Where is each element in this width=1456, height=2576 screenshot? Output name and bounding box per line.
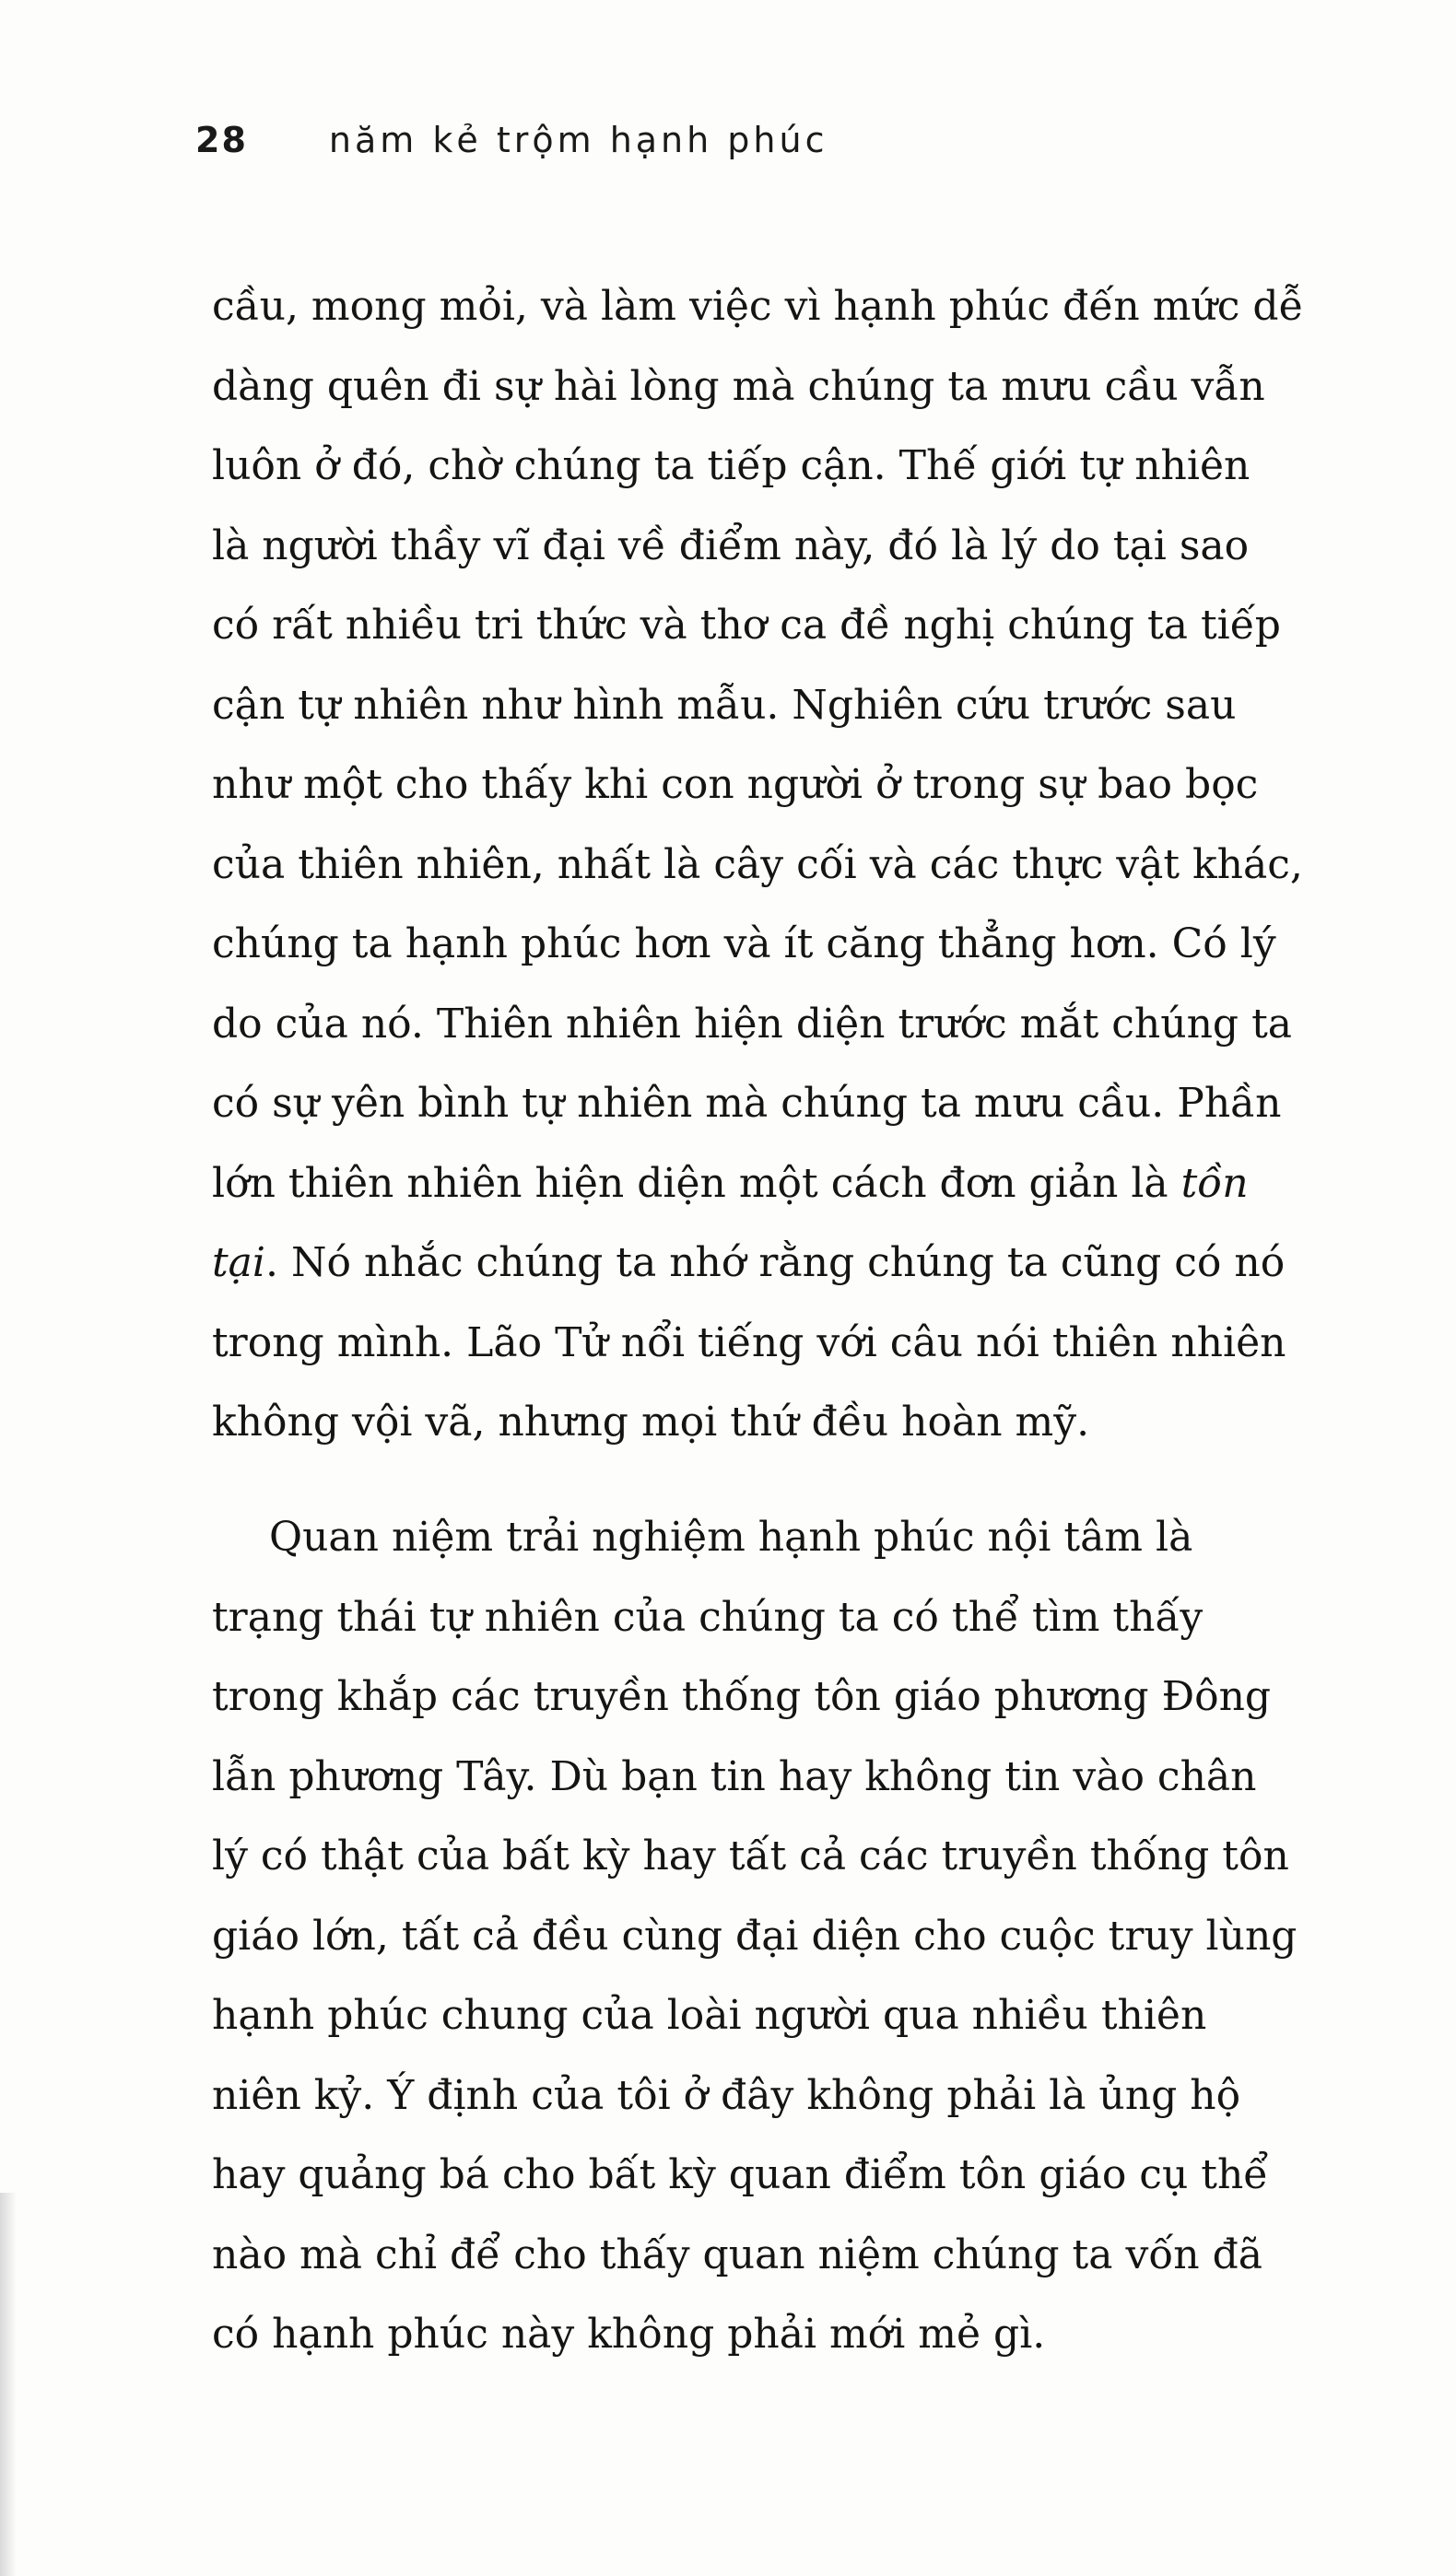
- text-line: [212, 1738, 1401, 1818]
- line-text: trong mình. Lão Tử nổi tiếng với câu nói thiên nhiên: [212, 1318, 1286, 1366]
- line-text: giáo lớn, tất cả đều cùng đại diện cho cuộc truy lùng: [212, 1912, 1297, 1960]
- italic-text: tại: [212, 1239, 265, 1286]
- text-line: [212, 507, 1401, 587]
- paragraph-1: [212, 267, 1401, 1463]
- italic-text: tồn: [1180, 1159, 1249, 1207]
- text-line: [212, 1817, 1401, 1897]
- text-line: [212, 1897, 1401, 1977]
- page-number: 28: [195, 120, 248, 160]
- text-line: [212, 1383, 1401, 1463]
- book-title: năm kẻ trộm hạnh phúc: [328, 120, 828, 160]
- line-text: do của nó. Thiên nhiên hiện diện trước mắt chúng ta: [212, 1000, 1292, 1048]
- line-text: hạnh phúc chung của loài người qua nhiều thiên: [212, 1992, 1207, 2039]
- text-line: [212, 2136, 1401, 2216]
- text-line: [212, 347, 1401, 427]
- text-line: [212, 745, 1401, 825]
- line-text: có sự yên bình tự nhiên mà chúng ta mưu cầu. Phần: [212, 1080, 1282, 1127]
- line-text: là người thầy vĩ đại về điểm này, đó là lý do tại sao: [212, 521, 1250, 569]
- text-line: [212, 1224, 1401, 1304]
- text-line: [212, 2216, 1401, 2296]
- line-text: có rất nhiều tri thức và thơ ca đề nghị chúng ta tiếp: [212, 602, 1281, 649]
- line-text: dàng quên đi sự hài lòng mà chúng ta mưu cầu vẫn: [212, 362, 1265, 410]
- line-text: lý có thật của bất kỳ hay tất cả các truyền thống tôn: [212, 1832, 1289, 1879]
- line-text: không vội vã, nhưng mọi thứ đều hoàn mỹ.: [212, 1399, 1090, 1446]
- line-text: trạng thái tự nhiên của chúng ta có thể tìm thấy: [212, 1593, 1204, 1641]
- line-text: luôn ở đó, chờ chúng ta tiếp cận. Thế giới tự nhiên: [212, 442, 1251, 489]
- line-text: hay quảng bá cho bất kỳ quan điểm tôn giáo cụ thể: [212, 2151, 1269, 2198]
- text-line: [212, 2056, 1401, 2137]
- line-text: lẫn phương Tây. Dù bạn tin hay không tin vào chân: [212, 1752, 1257, 1800]
- text-line: [212, 1498, 1401, 1578]
- line-text: trong khắp các truyền thống tôn giáo phương Đông: [212, 1673, 1272, 1720]
- text-line: [212, 586, 1401, 666]
- line-text: Quan niệm trải nghiệm hạnh phúc nội tâm là: [269, 1514, 1193, 1561]
- text-line: [212, 1304, 1401, 1384]
- text-line: [212, 1064, 1401, 1144]
- text-line: [212, 1144, 1401, 1224]
- line-text: lớn thiên nhiên hiện diện một cách đơn giản là: [212, 1159, 1181, 1207]
- text-line: [212, 427, 1401, 507]
- line-text: nào mà chỉ để cho thấy quan niệm chúng ta vốn đã: [212, 2231, 1262, 2278]
- text-line: [212, 666, 1401, 746]
- running-head: [195, 103, 828, 177]
- line-text: có hạnh phúc này không phải mới mẻ gì.: [212, 2311, 1046, 2358]
- line-text: . Nó nhắc chúng ta nhớ rằng chúng ta cũng có nó: [265, 1239, 1286, 1286]
- text-line: [212, 985, 1401, 1065]
- line-text: của thiên nhiên, nhất là cây cối và các thực vật khác,: [212, 840, 1303, 888]
- text-line: [212, 1657, 1401, 1738]
- text-line: [212, 825, 1401, 906]
- page-edge-shadow: [0, 2193, 17, 2576]
- line-text: cầu, mong mỏi, và làm việc vì hạnh phúc đến mức dễ: [212, 283, 1304, 330]
- text-line: [212, 1976, 1401, 2056]
- paragraph-2: [212, 1498, 1401, 2375]
- line-text: như một cho thấy khi con người ở trong sự bao bọc: [212, 761, 1259, 808]
- text-line: [212, 2295, 1401, 2375]
- text-line: [212, 1578, 1401, 1658]
- line-text: cận tự nhiên như hình mẫu. Nghiên cứu trước sau: [212, 681, 1237, 729]
- line-text: chúng ta hạnh phúc hơn và ít căng thẳng hơn. Có lý: [212, 920, 1276, 967]
- text-line: [212, 905, 1401, 985]
- line-text: niên kỷ. Ý định của tôi ở đây không phải là ủng hộ: [212, 2071, 1241, 2119]
- text-line: [212, 267, 1401, 347]
